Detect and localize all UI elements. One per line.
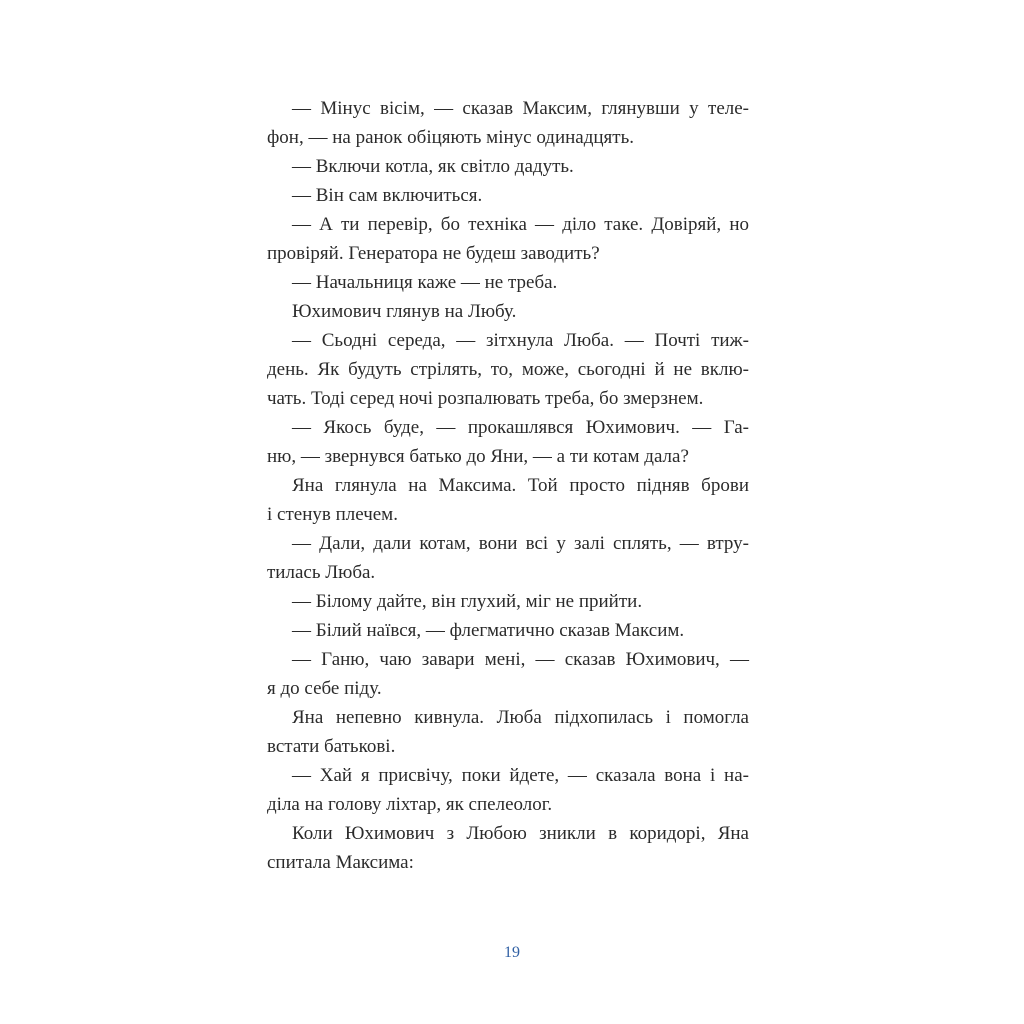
body-text [267, 94, 749, 877]
text-line: я до себе піду. [267, 678, 382, 699]
text-line: чать. Тоді серед ночі розпалювать треба, бо змерзнем. [267, 388, 704, 409]
text-line: — Білому дайте, він глухий, міг не прийти. [292, 591, 643, 612]
text-line: Яна глянула на Максима. Той просто підняв брови [292, 475, 749, 496]
text-line: — А ти перевір, бо техніка — діло таке. Довіряй, но [292, 214, 749, 235]
text-line: день. Як будуть стрілять, то, може, сьогодні й не вклю- [267, 359, 749, 380]
text-line: Яна непевно кивнула. Люба підхопилась і помогла [292, 707, 749, 728]
text-line: Юхимович глянув на Любу. [292, 301, 517, 322]
text-line: — Сьодні середа, — зітхнула Люба. — Почті тиж- [292, 330, 749, 351]
page-number: 19 [504, 944, 520, 961]
text-line: — Білий наївся, — флегматично сказав Максим. [292, 620, 685, 641]
text-line: Коли Юхимович з Любою зникли в коридорі, Яна [292, 823, 749, 844]
text-line: провіряй. Генератора не будеш заводить? [267, 243, 600, 264]
text-line: встати батькові. [267, 736, 396, 757]
text-line: — Дали, дали котам, вони всі у залі сплять, — втру- [292, 533, 749, 554]
text-line: — Якось буде, — прокашлявся Юхимович. — Га- [292, 417, 749, 438]
text-line: діла на голову ліхтар, як спелеолог. [267, 794, 553, 815]
text-line: — Хай я присвічу, поки йдете, — сказала вона і на- [292, 765, 749, 786]
text-line: тилась Люба. [267, 562, 376, 583]
text-line: — Начальниця каже — не треба. [292, 272, 558, 293]
text-line: — Включи котла, як світло дадуть. [292, 156, 574, 177]
text-line: — Він сам включиться. [292, 185, 483, 206]
text-line: ню, — звернувся батько до Яни, — а ти котам дала? [267, 446, 689, 467]
text-line: — Ганю, чаю завари мені, — сказав Юхимович, — [292, 649, 749, 670]
text-line: спитала Максима: [267, 852, 414, 873]
text-line: — Мінус вісім, — сказав Максим, глянувши у теле- [292, 98, 749, 119]
text-line: і стенув плечем. [267, 504, 398, 525]
text-line: фон, — на ранок обіцяють мінус одинадцять. [267, 127, 635, 148]
